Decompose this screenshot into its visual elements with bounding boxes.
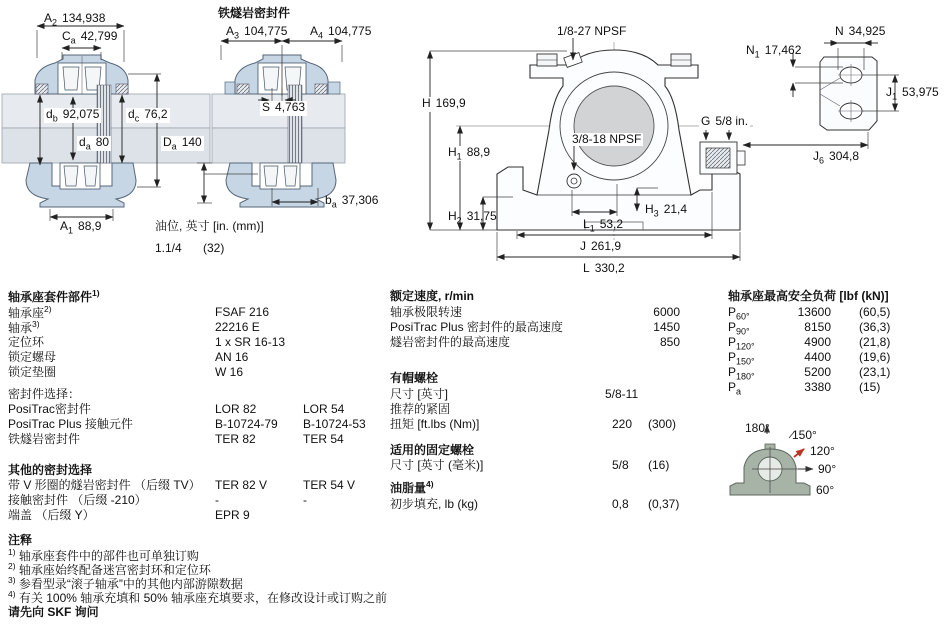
dim-H: H 169,9 — [420, 97, 468, 112]
dim-thread-top: 1/8-27 NPSF — [557, 24, 627, 38]
seal-row: PosiTrac密封件 LOR 82 LOR 54 — [8, 402, 345, 416]
note-item: $^{1)}$ 轴承座套件中的部件也可单独订购 — [8, 547, 199, 563]
load-row: $P_{60^\circ}$ 13600 (60,5) — [728, 305, 891, 322]
load-row: $P_{90^\circ}$ 8150 (36,3) — [728, 320, 891, 337]
notes-header: 注释 — [8, 533, 33, 547]
load-header: 轴承座最高安全负荷 [lbf (kN)] — [728, 289, 889, 303]
parts-row: 轴承$^{3)}$ 22216 E — [8, 319, 260, 335]
fix-bolt-size: 尺寸 [英寸 (毫米)] 5/8 (16) — [390, 458, 670, 472]
grease-header: 油脂量$^{4)}$ — [390, 479, 434, 495]
speed-row: 轴承极限转速 6000 — [390, 305, 680, 319]
dim-ba: $b_a$ 37,306 — [325, 193, 379, 210]
note-item: $^{2)}$ 轴承座始终配备迷宫密封环和定位环 — [8, 561, 211, 577]
other-seal-row: 带 V 形圈的燧岩密封件 （后缀 TV） TER 82 V TER 54 V — [8, 478, 356, 492]
technical-drawings — [0, 0, 947, 285]
grease-row: 初步填充, lb (kg) 0,8 (0,37) — [390, 497, 680, 511]
seals-header: 密封件选择： — [8, 387, 81, 401]
dim-G: G 5/8 in. — [699, 115, 750, 130]
dim-S: S 4,763 — [260, 101, 307, 116]
speed-row: 燧岩密封件的最高速度 850 — [390, 335, 680, 349]
dim-L1: $L_1$ 53,2 — [583, 217, 624, 234]
middle-drawing-title: 铁燧岩密封件 — [218, 6, 291, 20]
dim-Da: $D_a$ 140 — [163, 135, 202, 152]
load-row: $P_{120^\circ}$ 4900 (21,8) — [728, 335, 891, 352]
dim-J1: $J_1$ 53,975 — [886, 85, 939, 102]
oil-level-label: 油位, 英寸 [in. (mm)] — [155, 219, 264, 233]
parts-header: 轴承座套件部件$^{1)}$ — [8, 288, 100, 304]
dim-A2: $A_2$ 134,938 — [44, 11, 106, 28]
angle-120-red-arrow — [794, 449, 804, 457]
speed-header: 额定速度, r/min — [390, 289, 475, 303]
oil-level-mm: (32) — [203, 241, 225, 255]
note-item: $^{3)}$ 参看型录“滚子轴承”中的其他内部游隙数据 — [8, 575, 243, 591]
dim-L: L 330,2 — [583, 261, 625, 275]
angle-label-120: 120° — [810, 444, 835, 458]
dim-N1: $N_1$ 17,462 — [746, 43, 802, 60]
dim-H2: $H_2$ 31,75 — [448, 209, 497, 226]
dim-A4: $A_4$ 104,775 — [310, 24, 372, 41]
seal-row: PosiTrac Plus 接触元件 B-10724-79 B-10724-53 — [8, 417, 366, 431]
cap-bolt-size: 尺寸 [英寸] 5/8-11 — [390, 387, 639, 401]
dim-db: $d_b$ 92,075 — [46, 107, 100, 124]
seal-row: 铁燧岩密封件 TER 82 TER 54 — [8, 432, 344, 446]
angle-label-90: 90° — [818, 462, 837, 476]
drawing-section-seal-left — [2, 26, 210, 221]
dim-H3: $H_3$ 21,4 — [645, 202, 688, 219]
dim-A3: $A_3$ 104,775 — [226, 24, 288, 41]
drawing-section-taconite — [197, 41, 345, 207]
dim-dc: $d_c$ 76,2 — [128, 107, 168, 124]
load-row: $P_a$ 3380 (15) — [728, 380, 881, 397]
other-seals-header: 其他的密封选择 — [8, 463, 93, 477]
cap-bolt-torque: 扭矩 [ft.lbs (Nm)] 220 (300) — [390, 417, 677, 431]
dim-J6: $J_6$ 304,8 — [813, 149, 860, 166]
load-row: $P_{150^\circ}$ 4400 (19,6) — [728, 350, 891, 367]
dim-N: N 34,925 — [835, 24, 886, 38]
parts-row: 轴承座$^{2)}$ FSAF 216 — [8, 304, 270, 320]
angle-label-150: 150° — [792, 428, 817, 442]
cap-bolt-torque-label1: 推荐的紧固 — [390, 402, 451, 416]
note-item: $^{4)}$ 有关 100% 轴承充填和 50% 轴承座充填要求，在修改设计或订购之前 — [8, 589, 387, 605]
dim-A1: $A_1$ 88,9 — [60, 219, 102, 236]
load-row: $P_{180^\circ}$ 5200 (23,1) — [728, 365, 891, 382]
dim-thread-side: 3/8-18 NPSF — [572, 132, 642, 146]
speed-row: PosiTrac Plus 密封件的最高速度 1450 — [390, 320, 680, 334]
angle-label-180: 180° — [745, 421, 770, 435]
fix-bolt-header: 适用的固定螺栓 — [390, 443, 475, 457]
oil-level-inches: 1.1/4 — [155, 241, 182, 255]
dim-H1: $H_1$ 88,9 — [448, 145, 491, 162]
other-seal-row: 端盖 （后缀 Y） EPR 9 — [8, 508, 250, 522]
parts-row: 锁定垫圈 W 16 — [8, 365, 244, 379]
parts-row: 锁定螺母 AN 16 — [8, 350, 249, 364]
dim-Ca: $C_a$ 42,799 — [62, 29, 118, 46]
dim-J: J 261,9 — [580, 239, 622, 253]
parts-row: 定位环 1 x SR 16-13 — [8, 335, 286, 349]
notes-footer: 请先向 SKF 询问 — [8, 605, 99, 619]
cap-bolt-header: 有帽螺栓 — [390, 371, 439, 385]
dim-da: $d_a$ 80 — [79, 135, 110, 152]
other-seal-row: 接触密封件 （后缀 -210） - - — [8, 493, 307, 507]
angle-label-60: 60° — [816, 483, 835, 497]
